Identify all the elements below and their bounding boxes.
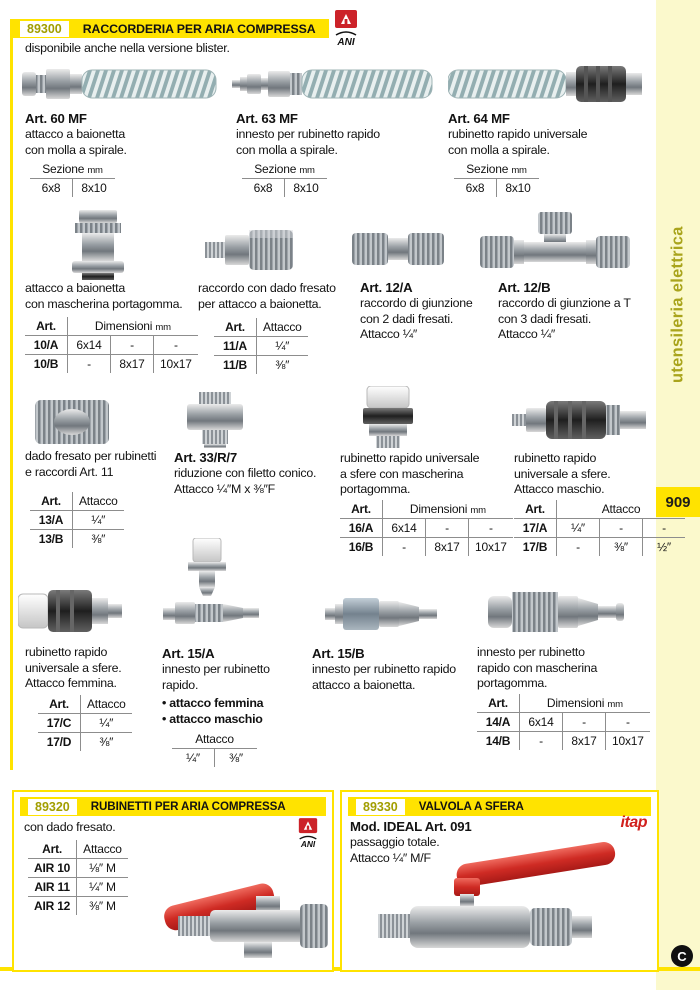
- product-desc: rubinetto rapido universale: [340, 451, 480, 465]
- product-image-art12b: [480, 212, 630, 280]
- product-desc: con molla a spirale.: [448, 142, 550, 157]
- table-cell: ⅜″: [73, 530, 124, 549]
- spec-table: [340, 500, 513, 556]
- table-cell: ½″: [643, 538, 686, 557]
- table-cell: -: [154, 336, 198, 355]
- table-cell: ⅜″: [215, 749, 258, 768]
- product-info-art64: [448, 110, 587, 158]
- product-image-art33: [175, 392, 255, 449]
- table-cell: 13/B: [30, 530, 73, 549]
- table-cell: ⅜″: [600, 538, 643, 557]
- table-cell: ¼″: [557, 519, 600, 538]
- table-cell: 16/A: [340, 519, 383, 538]
- table-cell: -: [469, 519, 513, 538]
- table-cell: 13/A: [30, 511, 73, 530]
- spec-table: [30, 160, 115, 197]
- table-header: Art.: [525, 502, 545, 516]
- table-cell: ¼″: [81, 714, 132, 733]
- section-header-89320: [20, 797, 326, 816]
- product-desc: dado fresato per rubinetti: [25, 449, 157, 463]
- table-header: Art.: [36, 319, 56, 333]
- product-table-air: [28, 840, 128, 915]
- table-cell: 8x17: [111, 355, 154, 374]
- section-header-89300: [12, 19, 329, 38]
- product-table-art11: [214, 318, 308, 374]
- product-table-art17f: [38, 695, 132, 751]
- section-box-89320: [12, 790, 334, 972]
- product-desc: Attacco ¼″ M/F: [350, 850, 431, 865]
- table-cell: -: [643, 519, 686, 538]
- table-cell: 11/A: [214, 337, 257, 356]
- table-header: Art.: [42, 842, 63, 856]
- product-table-art60: [30, 160, 115, 197]
- product-title: Art. 12/B: [498, 280, 551, 295]
- product-image-art14: [488, 584, 628, 640]
- table-cell: -: [563, 713, 606, 732]
- table-header: Sezione mm: [254, 162, 315, 176]
- product-info-art12a: [360, 279, 473, 343]
- section-code: 89320: [28, 799, 77, 815]
- product-desc: rapido con mascherina: [477, 660, 598, 675]
- product-image-art10: [55, 210, 140, 282]
- product-desc: innesto per rubinetto: [162, 662, 270, 676]
- product-desc: raccordo di giunzione a T: [498, 296, 631, 310]
- table-header: Attacco: [557, 500, 686, 519]
- product-title: Art. 33/R/7: [174, 450, 238, 465]
- product-info-art14: [477, 645, 597, 692]
- ani-logo-text: ANI: [300, 839, 316, 849]
- section-note: disponibile anche nella versione blister.: [25, 41, 230, 55]
- table-cell: 6x8: [454, 179, 497, 198]
- table-cell: 6x14: [383, 519, 426, 538]
- product-model: Mod. IDEAL Art. 091: [350, 819, 472, 834]
- product-info-art13: [25, 449, 156, 480]
- table-cell: 10/B: [25, 355, 68, 374]
- product-info-art17f: [25, 645, 122, 692]
- table-cell: 10x17: [606, 732, 650, 751]
- product-table-art15a: [172, 730, 257, 767]
- product-desc: Attacco ¼″: [360, 327, 417, 342]
- table-cell: 8x17: [563, 732, 606, 751]
- product-info-art17m: [514, 451, 611, 498]
- product-bullet: • attacco maschio: [162, 711, 263, 726]
- table-cell: -: [383, 538, 426, 557]
- table-cell: -: [68, 355, 111, 374]
- product-image-art63: [232, 58, 437, 110]
- table-cell: -: [606, 713, 650, 732]
- product-desc: rapido.: [162, 677, 199, 692]
- table-cell: ⅜″: [81, 733, 132, 752]
- table-header: Art.: [49, 697, 69, 711]
- product-desc: raccordo con dado fresato: [198, 281, 336, 295]
- product-info-art15a: [162, 645, 270, 727]
- product-image-art11: [205, 222, 300, 277]
- product-image-air-valve: [150, 844, 328, 964]
- table-cell: 10x17: [469, 538, 513, 557]
- table-header: Attacco: [257, 318, 308, 337]
- product-desc: Attacco ¼″: [498, 327, 555, 342]
- table-header: Sezione mm: [466, 162, 527, 176]
- spec-table: [214, 318, 308, 374]
- spec-table: [514, 500, 685, 556]
- section-title: RUBINETTI PER ARIA COMPRESSA: [90, 800, 286, 813]
- table-header: Attacco: [77, 840, 128, 859]
- table-cell: 17/D: [38, 733, 81, 752]
- product-desc: portagomma.: [340, 482, 411, 497]
- table-header: Sezione mm: [42, 162, 103, 176]
- product-desc: innesto per rubinetto: [477, 645, 585, 659]
- table-header: Art.: [41, 494, 61, 508]
- spec-table: [172, 730, 257, 767]
- product-desc: attacco a baionetta: [25, 127, 125, 141]
- product-table-art13: [30, 492, 124, 548]
- product-desc: riduzione con filetto conico.: [174, 466, 317, 480]
- product-title: Art. 15/B: [312, 646, 365, 661]
- product-desc: Attacco ¼″M x ⅜″F: [174, 481, 275, 496]
- table-header: Art.: [351, 502, 371, 516]
- table-cell: -: [520, 732, 563, 751]
- product-image-art17m: [512, 396, 647, 444]
- table-cell: 6x14: [68, 336, 111, 355]
- table-cell: ¼″: [73, 511, 124, 530]
- table-header: Art.: [488, 696, 508, 710]
- table-cell: AIR 10: [28, 859, 77, 878]
- table-cell: 8x10: [73, 179, 116, 198]
- table-cell: 8x10: [285, 179, 328, 198]
- product-desc: universale a sfere.: [25, 660, 122, 675]
- product-table-art63: [242, 160, 327, 197]
- table-cell: 17/A: [514, 519, 557, 538]
- table-cell: ¼″: [172, 749, 215, 768]
- section-header-89330: [348, 797, 651, 816]
- product-desc: raccordo di giunzione: [360, 296, 473, 310]
- table-cell: ¼″: [257, 337, 308, 356]
- product-desc: universale a sfere.: [514, 466, 611, 481]
- product-table-art16: [340, 500, 513, 556]
- product-desc: portagomma.: [477, 676, 548, 691]
- spec-table: [454, 160, 539, 197]
- spec-table: [38, 695, 132, 751]
- product-desc: per attacco a baionetta.: [198, 296, 322, 311]
- table-cell: 14/A: [477, 713, 520, 732]
- product-desc: innesto per rubinetto rapido: [236, 127, 380, 141]
- product-table-art17m: [514, 500, 685, 556]
- product-desc: con mascherina portagomma.: [25, 296, 183, 311]
- table-header: Attacco: [195, 732, 234, 746]
- ani-logo-text: ANI: [337, 37, 355, 47]
- table-cell: 11/B: [214, 356, 257, 375]
- table-header: Attacco: [73, 492, 124, 511]
- table-cell: 6x8: [242, 179, 285, 198]
- table-cell: 17/C: [38, 714, 81, 733]
- product-image-art13: [33, 396, 113, 448]
- table-cell: AIR 11: [28, 878, 77, 897]
- product-table-art14: [477, 694, 650, 750]
- section-title: RACCORDERIA PER ARIA COMPRESSA: [82, 21, 316, 36]
- table-cell: 6x8: [30, 179, 73, 198]
- product-title: Art. 60 MF: [25, 111, 87, 126]
- table-header: Dimensioni mm: [383, 500, 513, 519]
- product-desc: con 3 dadi fresati.: [498, 311, 592, 326]
- product-desc: attacco a baionetta: [25, 281, 125, 295]
- section-note: con dado fresato.: [24, 820, 116, 834]
- product-title: Art. 64 MF: [448, 111, 510, 126]
- table-cell: -: [600, 519, 643, 538]
- product-desc: passaggio totale.: [350, 835, 440, 849]
- product-desc: attacco a baionetta.: [312, 677, 416, 692]
- spec-table: [242, 160, 327, 197]
- table-cell: 8x10: [497, 179, 540, 198]
- itap-logo: itap: [620, 814, 647, 831]
- spec-table: [25, 317, 198, 373]
- table-cell: -: [426, 519, 469, 538]
- table-cell: -: [111, 336, 154, 355]
- product-info-art33: [174, 449, 316, 497]
- product-desc: a sfere con mascherina: [340, 466, 464, 481]
- spec-table: [477, 694, 650, 750]
- product-desc: Attacco maschio.: [514, 482, 605, 497]
- ani-logo: [334, 10, 358, 47]
- product-table-art64: [454, 160, 539, 197]
- table-cell: ⅜″ M: [77, 897, 128, 916]
- product-title: Art. 15/A: [162, 646, 215, 661]
- product-image-art15a: [163, 538, 263, 638]
- table-cell: ⅜″: [257, 356, 308, 375]
- product-info-art12b: [498, 279, 631, 343]
- product-image-art12a: [352, 226, 447, 272]
- table-cell: -: [557, 538, 600, 557]
- table-cell: 10x17: [154, 355, 198, 374]
- product-image-ball-valve: [372, 834, 632, 962]
- side-category-label: utensileria elettrica: [668, 226, 687, 384]
- section-code: 89330: [356, 799, 405, 815]
- product-desc: rubinetto rapido: [514, 451, 597, 465]
- spec-table: [28, 840, 128, 915]
- table-cell: 6x14: [520, 713, 563, 732]
- table-cell: AIR 12: [28, 897, 77, 916]
- product-desc: rubinetto rapido universale: [448, 127, 588, 141]
- product-image-art15b: [325, 588, 440, 640]
- table-header: Dimensioni mm: [68, 317, 198, 336]
- product-table-art10: [25, 317, 198, 373]
- section-left-border: [10, 19, 13, 770]
- table-cell: 16/B: [340, 538, 383, 557]
- product-image-art60: [20, 58, 220, 110]
- table-cell: 17/B: [514, 538, 557, 557]
- product-info-art11: [198, 281, 336, 312]
- product-info-art60: [25, 110, 127, 158]
- product-desc: con 2 dadi fresati.: [360, 311, 454, 326]
- product-bullet: • attacco femmina: [162, 696, 264, 711]
- section-code: 89300: [20, 21, 69, 37]
- product-title: Art. 63 MF: [236, 111, 298, 126]
- product-image-art17f: [18, 586, 123, 638]
- product-info-art10: [25, 281, 182, 312]
- product-desc: con molla a spirale.: [236, 142, 338, 157]
- section-title: VALVOLA A SFERA: [418, 800, 524, 813]
- table-header: Attacco: [81, 695, 132, 714]
- table-header: Dimensioni mm: [520, 694, 650, 713]
- table-cell: 10/A: [25, 336, 68, 355]
- page-number-badge: 909: [656, 487, 700, 517]
- section-box-89330: [340, 790, 659, 972]
- product-desc: innesto per rubinetto rapido: [312, 662, 456, 676]
- corner-logo: C: [671, 945, 693, 967]
- spec-table: [30, 492, 124, 548]
- product-image-art64: [448, 58, 652, 110]
- table-cell: ¼″ M: [77, 878, 128, 897]
- product-info-art15b: [312, 645, 456, 693]
- product-info-art16: [340, 451, 479, 498]
- table-cell: 14/B: [477, 732, 520, 751]
- table-cell: 8x17: [426, 538, 469, 557]
- product-desc: e raccordi Art. 11: [25, 464, 114, 479]
- product-info-art63: [236, 110, 380, 158]
- table-cell: ⅛″ M: [77, 859, 128, 878]
- product-image-art16: [345, 386, 430, 450]
- product-desc: Attacco femmina.: [25, 676, 117, 691]
- table-header: Art.: [225, 320, 245, 334]
- product-desc: rubinetto rapido: [25, 645, 108, 659]
- product-desc: con molla a spirale.: [25, 142, 127, 157]
- product-title: Art. 12/A: [360, 280, 413, 295]
